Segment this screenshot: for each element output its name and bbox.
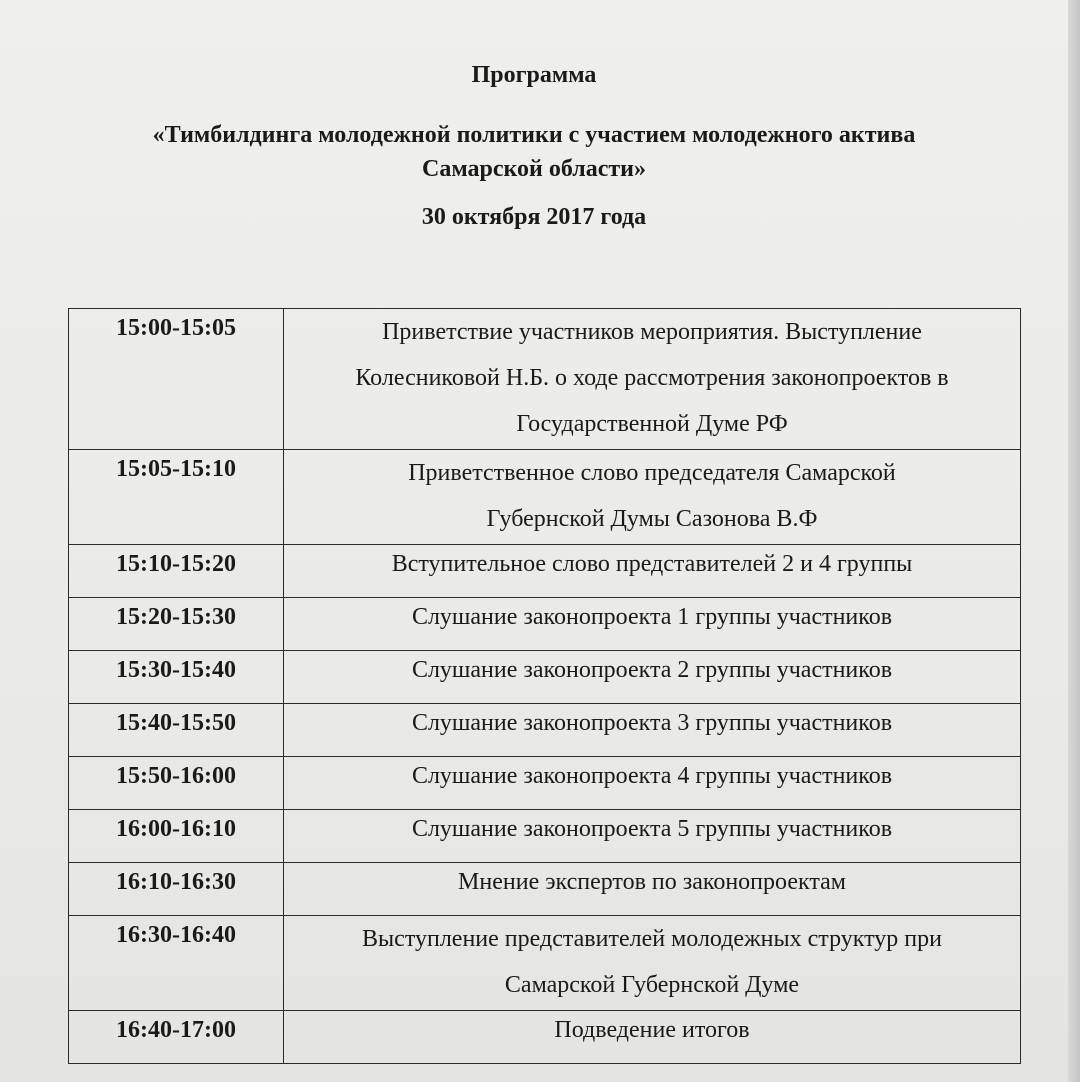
table-row <box>69 545 1021 598</box>
subtitle-line-2: Самарской области» <box>422 156 646 182</box>
time-cell: 16:00-16:10 <box>69 810 284 863</box>
description-line: Государственной Думе РФ <box>516 411 788 437</box>
table-row <box>69 810 1021 863</box>
description-cell <box>284 916 1021 1011</box>
schedule-table <box>68 308 1021 1064</box>
table-row <box>69 598 1021 651</box>
time-cell: 16:10-16:30 <box>69 863 284 916</box>
description-cell <box>284 598 1021 651</box>
time-cell: 15:40-15:50 <box>69 704 284 757</box>
description-line: Подведение итогов <box>554 1017 750 1043</box>
description-cell <box>284 309 1021 450</box>
time-cell: 15:20-15:30 <box>69 598 284 651</box>
time-cell: 16:40-17:00 <box>69 1011 284 1064</box>
description-line: Слушание законопроекта 3 группы участников <box>411 710 893 736</box>
table-row <box>69 450 1021 545</box>
description-line: Приветственное слово председателя Самарской <box>408 460 896 486</box>
table-row <box>69 651 1021 704</box>
description-line: Колесниковой Н.Б. о ходе рассмотрения законопроектов в <box>355 365 949 391</box>
table-row <box>69 1011 1021 1064</box>
description-line: Вступительное слово представителей 2 и 4 группы <box>391 551 913 577</box>
description-line: Выступление представителей молодежных структур при <box>362 926 942 952</box>
document-date: 30 октября 2017 года <box>421 204 647 230</box>
description-cell <box>284 704 1021 757</box>
time-cell: 15:50-16:00 <box>69 757 284 810</box>
description-line: Мнение экспертов по законопроектам <box>458 869 846 895</box>
time-cell: 15:10-15:20 <box>69 545 284 598</box>
table-row <box>69 309 1021 450</box>
description-line: Губернской Думы Сазонова В.Ф <box>486 506 818 532</box>
description-line: Слушание законопроекта 2 группы участников <box>411 657 893 683</box>
time-cell: 15:30-15:40 <box>69 651 284 704</box>
description-line: Слушание законопроекта 1 группы участников <box>411 604 893 630</box>
description-line: Слушание законопроекта 5 группы участников <box>411 816 893 842</box>
table-row <box>69 757 1021 810</box>
description-cell <box>284 810 1021 863</box>
description-cell <box>284 450 1021 545</box>
description-line: Приветствие участников мероприятия. Выступление <box>382 319 922 345</box>
page-edge-shadow <box>1068 0 1080 1082</box>
document-subtitle <box>0 118 1068 186</box>
document-title: Программа <box>471 62 597 88</box>
description-line: Самарской Губернской Думе <box>504 972 800 998</box>
subtitle-line-1: «Тимбилдинга молодежной политики с участием молодежного актива <box>152 122 916 148</box>
time-cell: 15:05-15:10 <box>69 450 284 545</box>
description-cell <box>284 545 1021 598</box>
description-line: Слушание законопроекта 4 группы участников <box>411 763 893 789</box>
time-cell: 16:30-16:40 <box>69 916 284 1011</box>
table-row <box>69 916 1021 1011</box>
description-cell <box>284 1011 1021 1064</box>
table-row <box>69 704 1021 757</box>
table-row <box>69 863 1021 916</box>
description-cell <box>284 757 1021 810</box>
description-cell <box>284 651 1021 704</box>
time-cell: 15:00-15:05 <box>69 309 284 450</box>
description-cell <box>284 863 1021 916</box>
